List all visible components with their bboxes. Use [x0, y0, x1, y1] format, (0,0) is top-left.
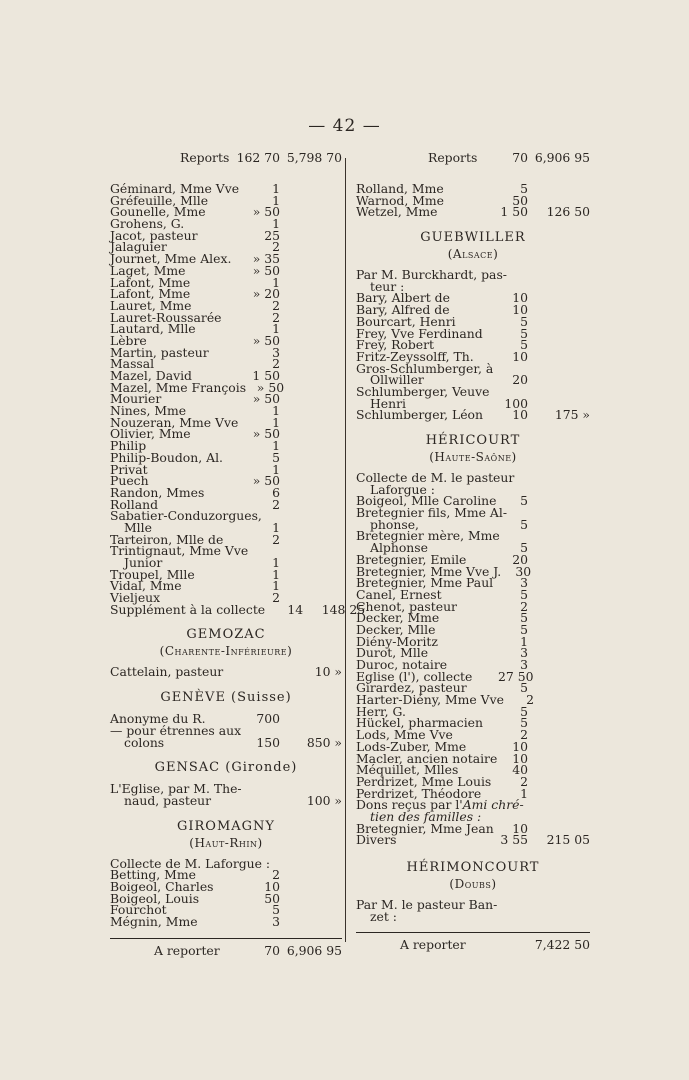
ledger-amount: 1	[272, 461, 280, 477]
ledger-name: Decker, Mlle	[356, 621, 436, 637]
ledger-name: Mourier	[110, 391, 162, 407]
ledger-amount: 10	[264, 878, 280, 894]
ledger-name: Lods-Zuber, Mme	[356, 738, 467, 754]
ledger-amount: 1	[272, 555, 280, 570]
ledger-amount: 2	[272, 496, 280, 512]
ledger-name: Sabatier-Conduzorgues,	[110, 508, 262, 524]
ledger-name: Decker, Mme	[356, 610, 440, 626]
ledger-amount: 2	[272, 356, 280, 372]
dons-label: Dons reçus par l'	[356, 797, 463, 813]
ledger-amount: 20	[512, 372, 528, 388]
ledger-amount: 1	[272, 216, 280, 232]
ledger-name: Henri	[370, 395, 407, 411]
ledger-amount: 1	[272, 566, 280, 582]
right-reports-col1: 70	[512, 150, 528, 165]
ledger-name: Lods, Mme Vve	[356, 727, 453, 743]
ledger-amount: 5	[520, 680, 528, 696]
ledger-name: Randon, Mmes	[110, 484, 205, 500]
guebwiller-entries	[356, 269, 590, 421]
ledger-name: Tarteiron, Mlle de	[110, 531, 224, 547]
ledger-name: Privat	[110, 461, 148, 477]
ledger-amount: 10	[512, 750, 528, 766]
ledger-amount: 5	[520, 621, 528, 637]
gensac-title: GENSAC (Gironde)	[154, 760, 298, 776]
ledger-name: Warnod, Mme	[356, 192, 444, 208]
ledger-name: Vieljeux	[110, 590, 161, 606]
ledger-name: Fourchot	[110, 902, 167, 918]
ledger-name: Chenot, pasteur	[356, 598, 457, 614]
ledger-amount: 5	[520, 715, 528, 731]
ledger-name: Philip-Boudon, Al.	[110, 449, 223, 465]
ledger-name: Bourcart, Henri	[356, 313, 456, 329]
ledger-name: Par M. Burckhardt, pas-	[356, 267, 507, 283]
left-reports-col2: 5,798 70	[286, 150, 342, 165]
ledger-name: Jacot, pasteur	[110, 227, 198, 243]
ledger-amount: 20	[512, 551, 528, 567]
gensac-entries	[110, 783, 342, 806]
ledger-name: Vidal, Mme	[110, 578, 182, 594]
ledger-name: Olivier, Mme	[110, 426, 191, 442]
ledger-name: Boigeol, Mlle Caroline	[356, 493, 497, 509]
ledger-name: Hückel, pharmacien	[356, 715, 483, 731]
hericourt-subtitle: (Haute-Saône)	[429, 450, 517, 464]
ledger-name: Bary, Alfred de	[356, 302, 450, 318]
ledger-amount: 14	[287, 601, 304, 617]
ledger-name: Méquillet, Mlles	[356, 762, 459, 778]
guebwiller-subtitle: (Alsace)	[447, 247, 499, 262]
ledger-amount: 3	[272, 914, 280, 929]
ledger-amount: 700	[256, 711, 280, 727]
ledger-amount: » 50	[252, 204, 280, 220]
left-reports-line	[110, 150, 342, 170]
ledger-name: Journet, Mme Alex.	[110, 251, 232, 267]
ledger-amount: 2	[520, 727, 528, 743]
ledger-name: Rolland, Mme	[356, 181, 444, 196]
ledger-amount: 1	[272, 414, 280, 430]
ledger-amount: 6	[272, 484, 280, 500]
ledger-name: Frey, Robert	[356, 337, 435, 353]
ledger-name: Bretegnier, Mme Jean	[356, 820, 494, 836]
ledger-amount: 5	[520, 337, 528, 353]
ledger-name: Géminard, Mme Vve	[110, 181, 240, 196]
ledger-name: Nouzeran, Mme Vve	[110, 414, 239, 430]
page-number: — 42 —	[308, 116, 381, 136]
left-total-col1: 70	[264, 942, 280, 958]
ledger-name: Boigeol, Charles	[110, 878, 214, 894]
ledger-amount: 1	[272, 321, 280, 337]
ledger-amount: 2	[526, 692, 534, 708]
ledger-amount: 2	[272, 239, 280, 255]
ledger-amount: 2	[272, 297, 280, 313]
ledger-name: Lauret-Roussarée	[110, 309, 222, 325]
ledger-name: Troupel, Mlle	[110, 566, 195, 582]
ledger-name: Bretegnier, Mme Vve J.	[356, 563, 502, 579]
ledger-name: Gréfeuille, Mlle	[110, 192, 209, 208]
gemozac-subtitle: (Charente-Inférieure)	[159, 644, 293, 659]
ledger-name: Diény-Moritz	[356, 633, 438, 649]
ledger-name: Anonyme du R.	[110, 711, 206, 727]
ledger-name: Lafont, Mme	[110, 286, 191, 302]
ledger-name: Perdrizet, Théodore	[356, 785, 482, 801]
ledger-amount: 1	[272, 274, 280, 290]
geneve-entries	[110, 713, 342, 748]
herimoncourt-title: HÉRIMONCOURT	[406, 860, 540, 875]
ledger-row	[110, 666, 342, 678]
ledger-amount: 1	[272, 438, 280, 454]
ledger-amount: 10	[512, 290, 528, 306]
dons-italic2: tien des familles :	[370, 808, 482, 824]
ledger-name: phonse,	[370, 516, 419, 532]
ledger-name: Supplément à la collecte	[110, 601, 266, 617]
ledger-row	[110, 792, 342, 808]
ledger-amount: 2	[272, 309, 280, 325]
ledger-amount: 5	[520, 313, 528, 329]
ledger-name: Bretegnier, Mme Paul	[356, 575, 494, 591]
ledger-name: zet :	[370, 908, 397, 924]
ledger-amount: 3	[272, 344, 280, 360]
ledger-amount: 2	[520, 773, 528, 789]
right-reports-label: Reports	[428, 150, 478, 165]
left-reports-col1: 162 70	[236, 150, 280, 165]
right-top-entries	[356, 183, 590, 218]
ledger-name: Betting, Mme	[110, 867, 196, 883]
ledger-amount: 27 50	[498, 668, 534, 684]
ledger-amount: 3	[520, 657, 528, 672]
ledger-amount: 2	[272, 590, 280, 606]
ledger-subtotal: 215 05	[546, 832, 590, 848]
giromagny-subtitle: (Haut-Rhin)	[189, 835, 263, 850]
ledger-name: Canel, Ernest	[356, 586, 442, 602]
ledger-name: Frey, Vve Ferdinand	[356, 325, 483, 341]
ledger-name: Philip	[110, 438, 147, 454]
ledger-name: Ollwiller	[370, 372, 424, 388]
ledger-amount: » 50	[252, 426, 280, 442]
ledger-row	[356, 834, 590, 846]
ledger-row	[110, 916, 342, 928]
ledger-name: Bary, Albert de	[356, 290, 450, 306]
right-total-col2: 7,422 50	[534, 937, 590, 953]
ledger-name: Wetzel, Mme	[356, 204, 438, 220]
ledger-name: Gounelle, Mme	[110, 204, 206, 220]
ledger-name: Laget, Mme	[110, 262, 186, 278]
ledger-subtotal: 126 50	[546, 204, 590, 220]
ledger-name: Alphonse	[370, 540, 428, 556]
ledger-amount: 50	[264, 890, 280, 906]
ledger-name: Schlumberger, Léon	[356, 407, 483, 423]
ledger-amount: 1	[520, 633, 528, 649]
giromagny-title: GIROMAGNY	[176, 818, 275, 834]
ledger-name: Mazel, Mme François	[110, 379, 247, 395]
dons-italic: Ami chré-	[462, 797, 524, 813]
ledger-row	[110, 734, 342, 750]
ledger-amount: 10	[512, 820, 528, 836]
ledger-amount: » 50	[252, 332, 280, 348]
ledger-amount: 5	[520, 493, 528, 509]
ledger-name: Girardez, pasteur	[356, 680, 467, 696]
ledger-amount: 5	[520, 181, 528, 196]
ledger-amount: 50	[512, 192, 528, 208]
ledger-name: — pour étrennes aux	[110, 722, 242, 738]
ledger-name: Collecte de M. Laforgue :	[110, 855, 271, 871]
left-total-col2: 6,906 95	[286, 942, 342, 958]
right-reports-line	[356, 150, 590, 170]
ledger-amount: » 20	[252, 286, 280, 302]
hericourt-title: HÉRICOURT	[425, 433, 521, 448]
ledger-amount: » 35	[252, 251, 280, 267]
ledger-row	[356, 409, 590, 421]
ledger-amount: 10	[512, 348, 528, 364]
ledger-subtotal: 100 »	[306, 792, 342, 808]
herimoncourt-subtitle: (Doubs)	[449, 877, 497, 891]
ledger-amount: 150	[256, 734, 280, 750]
ledger-name: Bretegnier fils, Mme Al-	[356, 505, 508, 521]
ledger-name: L'Eglise, par M. The-	[110, 781, 242, 797]
ledger-name: Lèbre	[110, 332, 147, 348]
giromagny-entries	[110, 855, 342, 929]
ledger-name: Mégnin, Mme	[110, 914, 198, 929]
ledger-name: Fritz-Zeyssolff, Th.	[356, 348, 474, 364]
ledger-amount: 2	[272, 867, 280, 883]
ledger-name: Junior	[124, 555, 163, 570]
left-column	[110, 150, 366, 958]
right-column	[356, 150, 590, 951]
ledger-amount: 10	[512, 407, 528, 423]
right-total	[356, 932, 590, 951]
hericourt-after-entries	[356, 820, 590, 848]
geneve-title: GENÈVE (Suisse)	[160, 690, 292, 706]
ledger-name: Par M. le pasteur Ban-	[356, 897, 498, 912]
gemozac-entries	[110, 666, 342, 678]
ledger-amount: » 50	[256, 379, 285, 395]
ledger-amount: 5	[520, 540, 528, 556]
ledger-amount: » 50	[252, 391, 280, 407]
hericourt-entries	[356, 472, 590, 799]
ledger-amount: 10	[512, 738, 528, 754]
ledger-name: Rolland	[110, 496, 159, 512]
ledger-amount: » 50	[252, 262, 280, 278]
ledger-name: Collecte de M. le pasteur	[356, 470, 515, 485]
ledger-name: Mlle	[124, 519, 152, 535]
ledger-subtotal: 175 »	[554, 407, 590, 423]
ledger-amount: 5	[520, 586, 528, 602]
ledger-name: Grohens, G.	[110, 216, 185, 232]
ledger-name: Laforgue :	[370, 481, 435, 497]
ledger-name: Boigeol, Louis	[110, 890, 200, 906]
ledger-amount: 100	[504, 395, 528, 411]
ledger-amount: 1	[272, 192, 280, 208]
ledger-name: Duroc, notaire	[356, 657, 448, 672]
ledger-name: Cattelain, pasteur	[110, 664, 224, 680]
ledger-name: colons	[124, 734, 165, 750]
ledger-amount: 2	[272, 531, 280, 547]
ledger-amount: 1	[272, 403, 280, 419]
ledger-name: Lafont, Mme	[110, 274, 191, 290]
ledger-amount: 3	[520, 645, 528, 661]
ledger-amount: 30	[515, 563, 532, 579]
gemozac-title: GEMOZAC	[186, 627, 266, 643]
ledger-amount: 10	[512, 302, 528, 318]
ledger-amount: 5	[272, 449, 280, 465]
ledger-name: Durot, Mlle	[356, 645, 429, 661]
ledger-amount: 1 50	[500, 204, 528, 220]
ledger-amount: » 50	[252, 473, 280, 489]
left-entries	[110, 181, 366, 617]
left-total	[110, 938, 342, 957]
ledger-name: Mazel, David	[110, 368, 192, 383]
ledger-name: Herr, G.	[356, 703, 406, 719]
ledger-name: Martin, pasteur	[110, 344, 209, 360]
ledger-name: Massal	[110, 356, 155, 372]
ledger-amount: 1	[272, 578, 280, 594]
ledger-subtotal: 148 25	[321, 601, 366, 617]
ledger-amount: 1 50	[252, 368, 280, 383]
ledger-name: Macler, ancien notaire	[356, 750, 498, 766]
ledger-name: Puech	[110, 473, 149, 489]
herimoncourt-entries	[356, 899, 590, 922]
ledger-subtotal: 850 »	[306, 734, 342, 750]
ledger-name: Lauret, Mme	[110, 297, 192, 313]
right-reports-col2: 6,906 95	[534, 150, 590, 165]
ledger-row	[110, 601, 366, 617]
ledger-name: Trintignaut, Mme Vve	[110, 543, 249, 559]
ledger-amount: 5	[520, 516, 528, 532]
ledger-amount: 1	[520, 785, 528, 801]
ledger-amount: 5	[520, 610, 528, 626]
ledger-name: Bretegnier mère, Mme	[356, 528, 500, 544]
left-reports-label: Reports	[180, 150, 230, 165]
ledger-name: Perdrizet, Mme Louis	[356, 773, 492, 789]
ledger-name: Jalaguier	[110, 239, 167, 255]
ledger-name: Nines, Mme	[110, 403, 187, 419]
ledger-name: teur :	[370, 278, 405, 294]
left-total-label: A reporter	[154, 942, 220, 958]
ledger-name: Schlumberger, Veuve	[356, 383, 490, 399]
ledger-amount: 1	[272, 519, 280, 535]
ledger-amount: 5	[520, 703, 528, 719]
ledger-amount: 5	[272, 902, 280, 918]
ledger-amount: 3	[520, 575, 528, 591]
ledger-name: Harter-Diény, Mme Vve	[356, 692, 504, 708]
ledger-amount: 25	[264, 227, 280, 243]
ledger-row	[356, 908, 590, 924]
column-divider	[345, 158, 346, 942]
ledger-name: Gros-Schlumberger, à	[356, 360, 494, 376]
ledger-row	[356, 206, 590, 218]
ledger-name: Eglise (l'), collecte	[356, 668, 473, 684]
guebwiller-title: GUEBWILLER	[420, 230, 526, 246]
right-total-label: A reporter	[400, 937, 466, 953]
ledger-subtotal: 10 »	[314, 664, 342, 680]
ledger-name: Lautard, Mlle	[110, 321, 196, 337]
ledger-amount: 3 55	[500, 832, 528, 848]
ledger-amount: 1	[272, 181, 280, 196]
ledger-amount: 5	[520, 325, 528, 341]
ledger-amount: 40	[512, 762, 528, 778]
ledger-name: Bretegnier, Emile	[356, 551, 467, 567]
ledger-name: Divers	[356, 832, 397, 848]
ledger-amount: 2	[520, 598, 528, 614]
ledger-name: naud, pasteur	[124, 792, 212, 808]
